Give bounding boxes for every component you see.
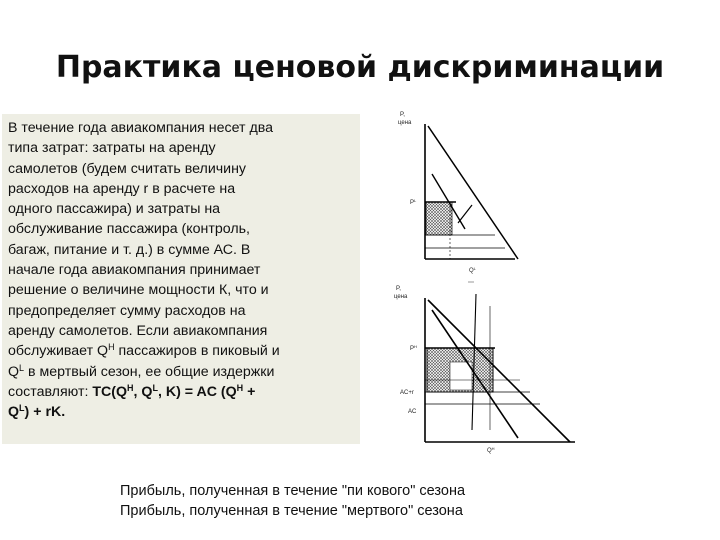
- unhatched-region: [450, 362, 472, 390]
- text-line: [8, 341, 356, 361]
- text-line: расходов на аренду r в расчете на: [8, 180, 236, 197]
- superscript: L: [19, 362, 25, 373]
- offpeak-demand-graph: [390, 104, 540, 294]
- peak-demand-graph: [390, 280, 580, 460]
- text-line: багаж, питание и т. д.) в сумме АС. В: [8, 241, 251, 258]
- text-segment: в мертвый сезон, ее общие издержки: [24, 363, 275, 380]
- axis-unit-label: цена: [394, 294, 408, 300]
- text-line: обслуживание пассажира (контроль,: [8, 221, 250, 238]
- text-segment: обслуживает Q: [8, 343, 109, 360]
- text-line: [8, 402, 356, 422]
- formula-segment: , Q: [133, 383, 153, 400]
- text-line: начале года авиакомпания принимает: [8, 262, 261, 279]
- superscript: H: [236, 382, 244, 393]
- formula-segment: , K) = AC (Q: [157, 383, 237, 400]
- ac-label: AC: [408, 409, 417, 415]
- formula-segment: TC(Q: [92, 383, 128, 400]
- text-line: решение о величине мощности К, что и: [8, 282, 269, 299]
- axis-p-label: P,: [400, 112, 405, 118]
- superscript: H: [127, 382, 134, 393]
- problem-text-box: [2, 114, 360, 444]
- superscript: L: [19, 403, 25, 414]
- axis-unit-label: цена: [398, 120, 412, 126]
- profit-area: [426, 202, 452, 235]
- quantity-label: $Q^H$: [487, 446, 495, 454]
- formula-segment: ) + rK.: [24, 404, 66, 421]
- dead-profit-caption: Прибыль, полученная в течение "мертвого" сезона: [120, 503, 463, 519]
- text-line: [8, 382, 356, 402]
- pointer-line: [458, 205, 472, 223]
- peak-price-label: $P^H$: [410, 344, 417, 352]
- text-segment: Q: [8, 363, 20, 380]
- text-segment: составляют:: [8, 383, 93, 400]
- formula-segment: +: [243, 383, 256, 400]
- text-line: самолетов (будем считать величину: [8, 160, 246, 177]
- ac-r-label: AC+r: [400, 390, 414, 396]
- text-line: В течение года авиакомпания несет два: [8, 120, 274, 136]
- axis-p-label: P,: [396, 286, 401, 292]
- text-line: типа затрат: затраты на аренду: [8, 140, 216, 157]
- profit-captions: [120, 481, 620, 521]
- superscript: L: [152, 382, 158, 393]
- slide-title: Практика ценовой дискриминации: [55, 50, 665, 85]
- text-line: одного пассажира) и затраты на: [8, 201, 221, 218]
- superscript: H: [108, 342, 115, 353]
- peak-profit-caption: Прибыль, полученная в течение "пи кового" сезона: [120, 483, 466, 499]
- quantity-label: $Q^L$: [469, 266, 476, 274]
- price-label: $P^L$: [410, 198, 417, 206]
- formula-segment: Q: [8, 404, 20, 421]
- demand-curve: [428, 126, 518, 259]
- text-line: [8, 362, 356, 382]
- axes: [425, 124, 515, 259]
- text-segment: пассажиров в пиковый и: [114, 343, 280, 360]
- text-line: предопределяет сумму расходов на: [8, 302, 246, 319]
- text-line: аренду самолетов. Если авиакомпания: [8, 322, 268, 339]
